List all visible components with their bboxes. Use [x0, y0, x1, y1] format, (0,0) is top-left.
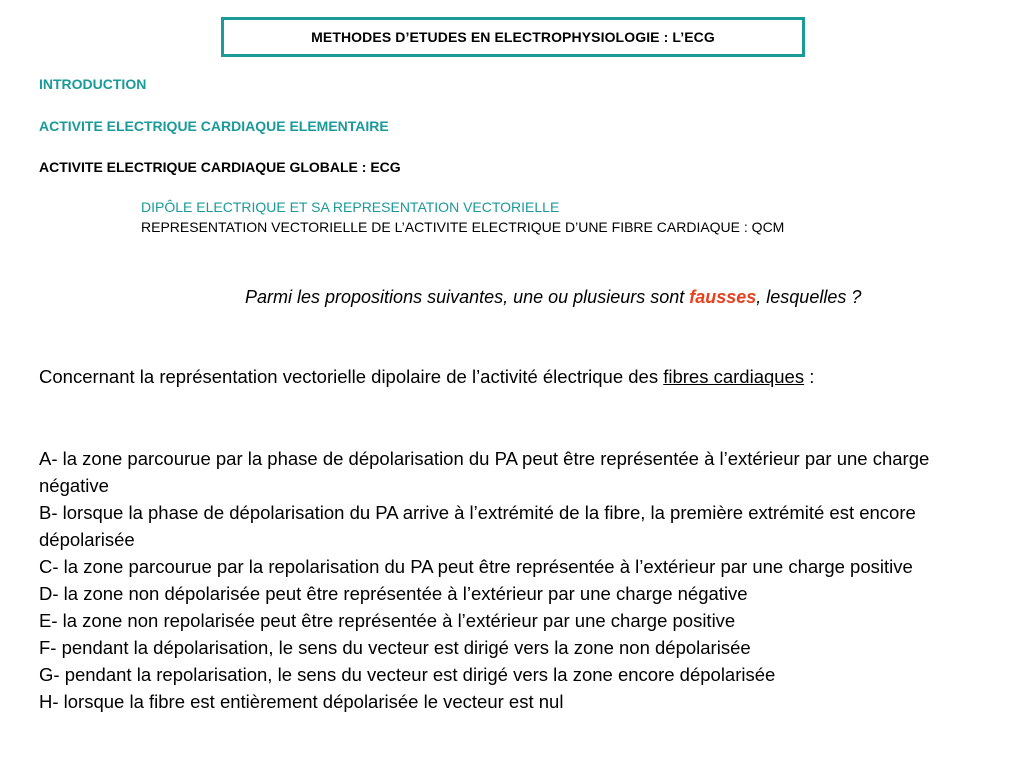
outline-subitem-vector-representation: REPRESENTATION VECTORIELLE DE L’ACTIVITE ELECTRIQUE D’UNE FIBRE CARDIAQUE : QCM [141, 219, 785, 235]
option-d: D- la zone non dépolarisée peut être représentée à l’extérieur par une charge négative [39, 583, 748, 604]
option-b: B- lorsque la phase de dépolarisation du PA arrive à l’extrémité de la fibre, la première extrémité est encore dépolarisée [39, 502, 916, 550]
outline-item-elementary-activity: ACTIVITE ELECTRIQUE CARDIAQUE ELEMENTAIRE [39, 118, 389, 134]
question-stem [39, 363, 999, 390]
option-f: F- pendant la dépolarisation, le sens du vecteur est dirigé vers la zone non dépolarisée [39, 637, 751, 658]
question-suffix: , lesquelles ? [756, 287, 862, 307]
outline-item-introduction: INTRODUCTION [39, 76, 147, 92]
outline-subitem-dipole: DIPÔLE ELECTRIQUE ET SA REPRESENTATION VECTORIELLE [141, 199, 560, 215]
answer-options [39, 445, 999, 715]
outline-item-global-activity: ACTIVITE ELECTRIQUE CARDIAQUE GLOBALE : ECG [39, 159, 401, 175]
question-prompt [245, 283, 945, 311]
page-title: METHODES D’ETUDES EN ELECTROPHYSIOLOGIE : L’ECG [311, 29, 715, 45]
title-box [221, 17, 805, 57]
question-emphasis: fausses [689, 287, 757, 307]
option-g: G- pendant la repolarisation, le sens du vecteur est dirigé vers la zone encore dépolarisée [39, 664, 776, 685]
option-h: H- lorsque la fibre est entièrement dépolarisée le vecteur est nul [39, 691, 564, 712]
option-a: A- la zone parcourue par la phase de dépolarisation du PA peut être représentée à l’extérieur par une charge négative [39, 448, 930, 496]
question-prefix: Parmi les propositions suivantes, une ou plusieurs sont [245, 287, 690, 307]
stem-prefix: Concernant la représentation vectorielle dipolaire de l’activité électrique des [39, 366, 664, 387]
stem-underlined: fibres cardiaques [663, 366, 805, 387]
option-e: E- la zone non repolarisée peut être représentée à l’extérieur par une charge positive [39, 610, 736, 631]
option-c: C- la zone parcourue par la repolarisation du PA peut être représentée à l’extérieur par une charge positive [39, 556, 913, 577]
stem-suffix: : [804, 366, 815, 387]
